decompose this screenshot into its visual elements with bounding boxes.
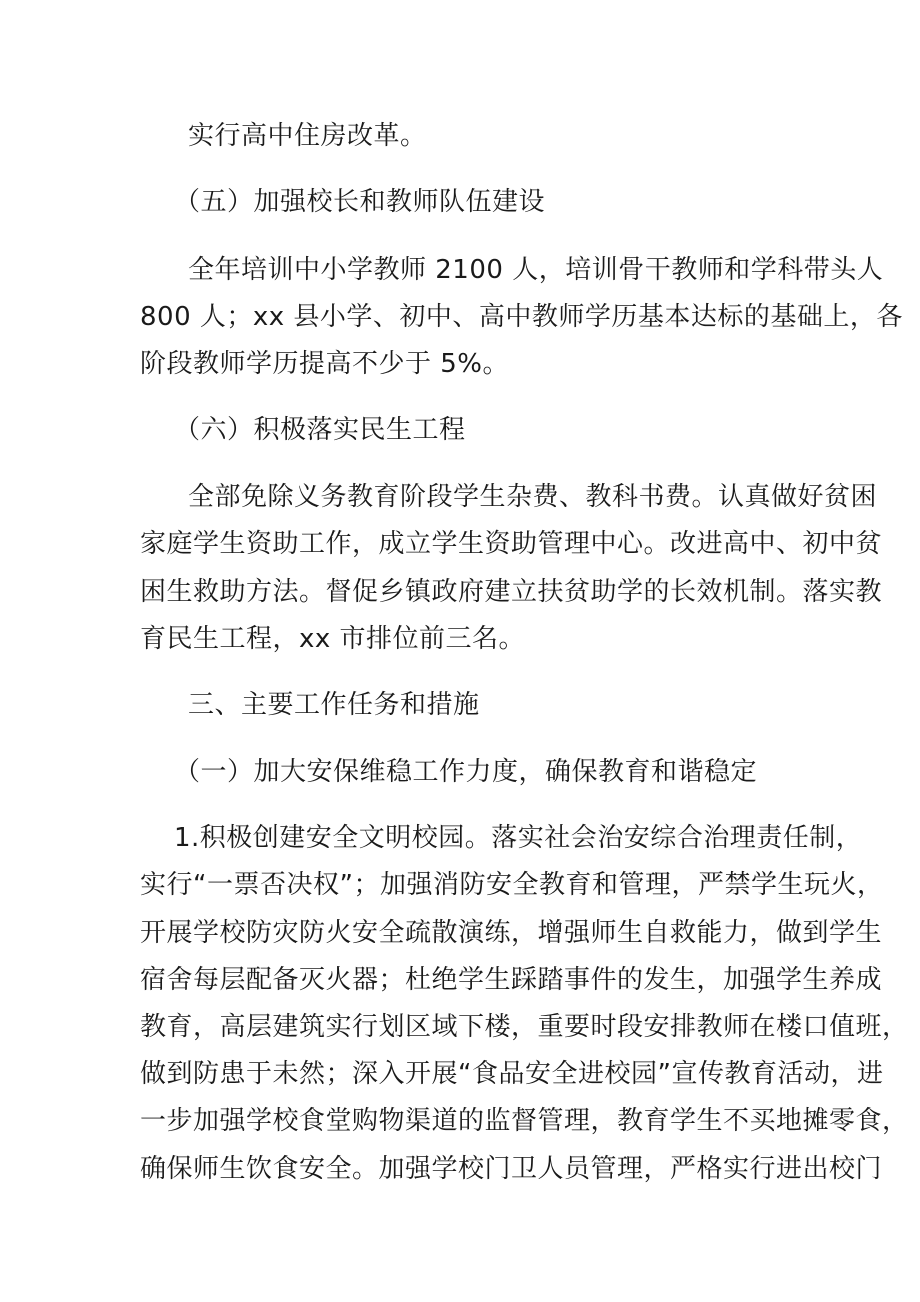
paragraph-line: 确保师生饮食安全。加强学校门卫人员管理，严格实行进出校门 xyxy=(140,1154,883,1184)
section-heading: （五）加强校长和教师队伍建设 xyxy=(174,187,546,217)
paragraph-line: 困生救助方法。督促乡镇政府建立扶贫助学的长效机制。落实教 xyxy=(140,577,883,607)
paragraph-line: 做到防患于未然；深入开展“食品安全进校园”宣传教育活动，进 xyxy=(140,1059,884,1089)
paragraph-line: 开展学校防灾防火安全疏散演练，增强师生自救能力，做到学生 xyxy=(140,918,883,948)
paragraph-line: 一步加强学校食堂购物渠道的监督管理，教育学生不买地摊零食， xyxy=(140,1106,909,1136)
paragraph-line: 阶段教师学历提高不少于 5%。 xyxy=(140,349,510,379)
section-heading: （六）积极落实民生工程 xyxy=(174,415,466,445)
paragraph-line: 800 人；xx 县小学、初中、高中教师学历基本达标的基础上，各 xyxy=(140,302,903,332)
paragraph-line: 实行高中住房改革。 xyxy=(188,121,427,151)
paragraph-line: 实行“一票否决权”；加强消防安全教育和管理，严禁学生玩火， xyxy=(140,870,884,900)
paragraph-line: 全部免除义务教育阶段学生杂费、教科书费。认真做好贫困 xyxy=(188,482,878,512)
paragraph-line: 1.积极创建安全文明校园。落实社会治安综合治理责任制， xyxy=(174,823,863,853)
paragraph-line: 宿舍每层配备灭火器；杜绝学生踩踏事件的发生，加强学生养成 xyxy=(140,965,883,995)
section-heading: （一）加大安保维稳工作力度，确保教育和谐稳定 xyxy=(174,757,758,787)
paragraph-line: 教育，高层建筑实行划区域下楼，重要时段安排教师在楼口值班， xyxy=(140,1012,909,1042)
paragraph-line: 育民生工程，xx 市排位前三名。 xyxy=(140,624,526,654)
chapter-heading: 三、主要工作任务和措施 xyxy=(188,690,480,720)
paragraph-line: 全年培训中小学教师 2100 人，培训骨干教师和学科带头人 xyxy=(188,255,884,285)
paragraph-line: 家庭学生资助工作，成立学生资助管理中心。改进高中、初中贫 xyxy=(140,529,883,559)
